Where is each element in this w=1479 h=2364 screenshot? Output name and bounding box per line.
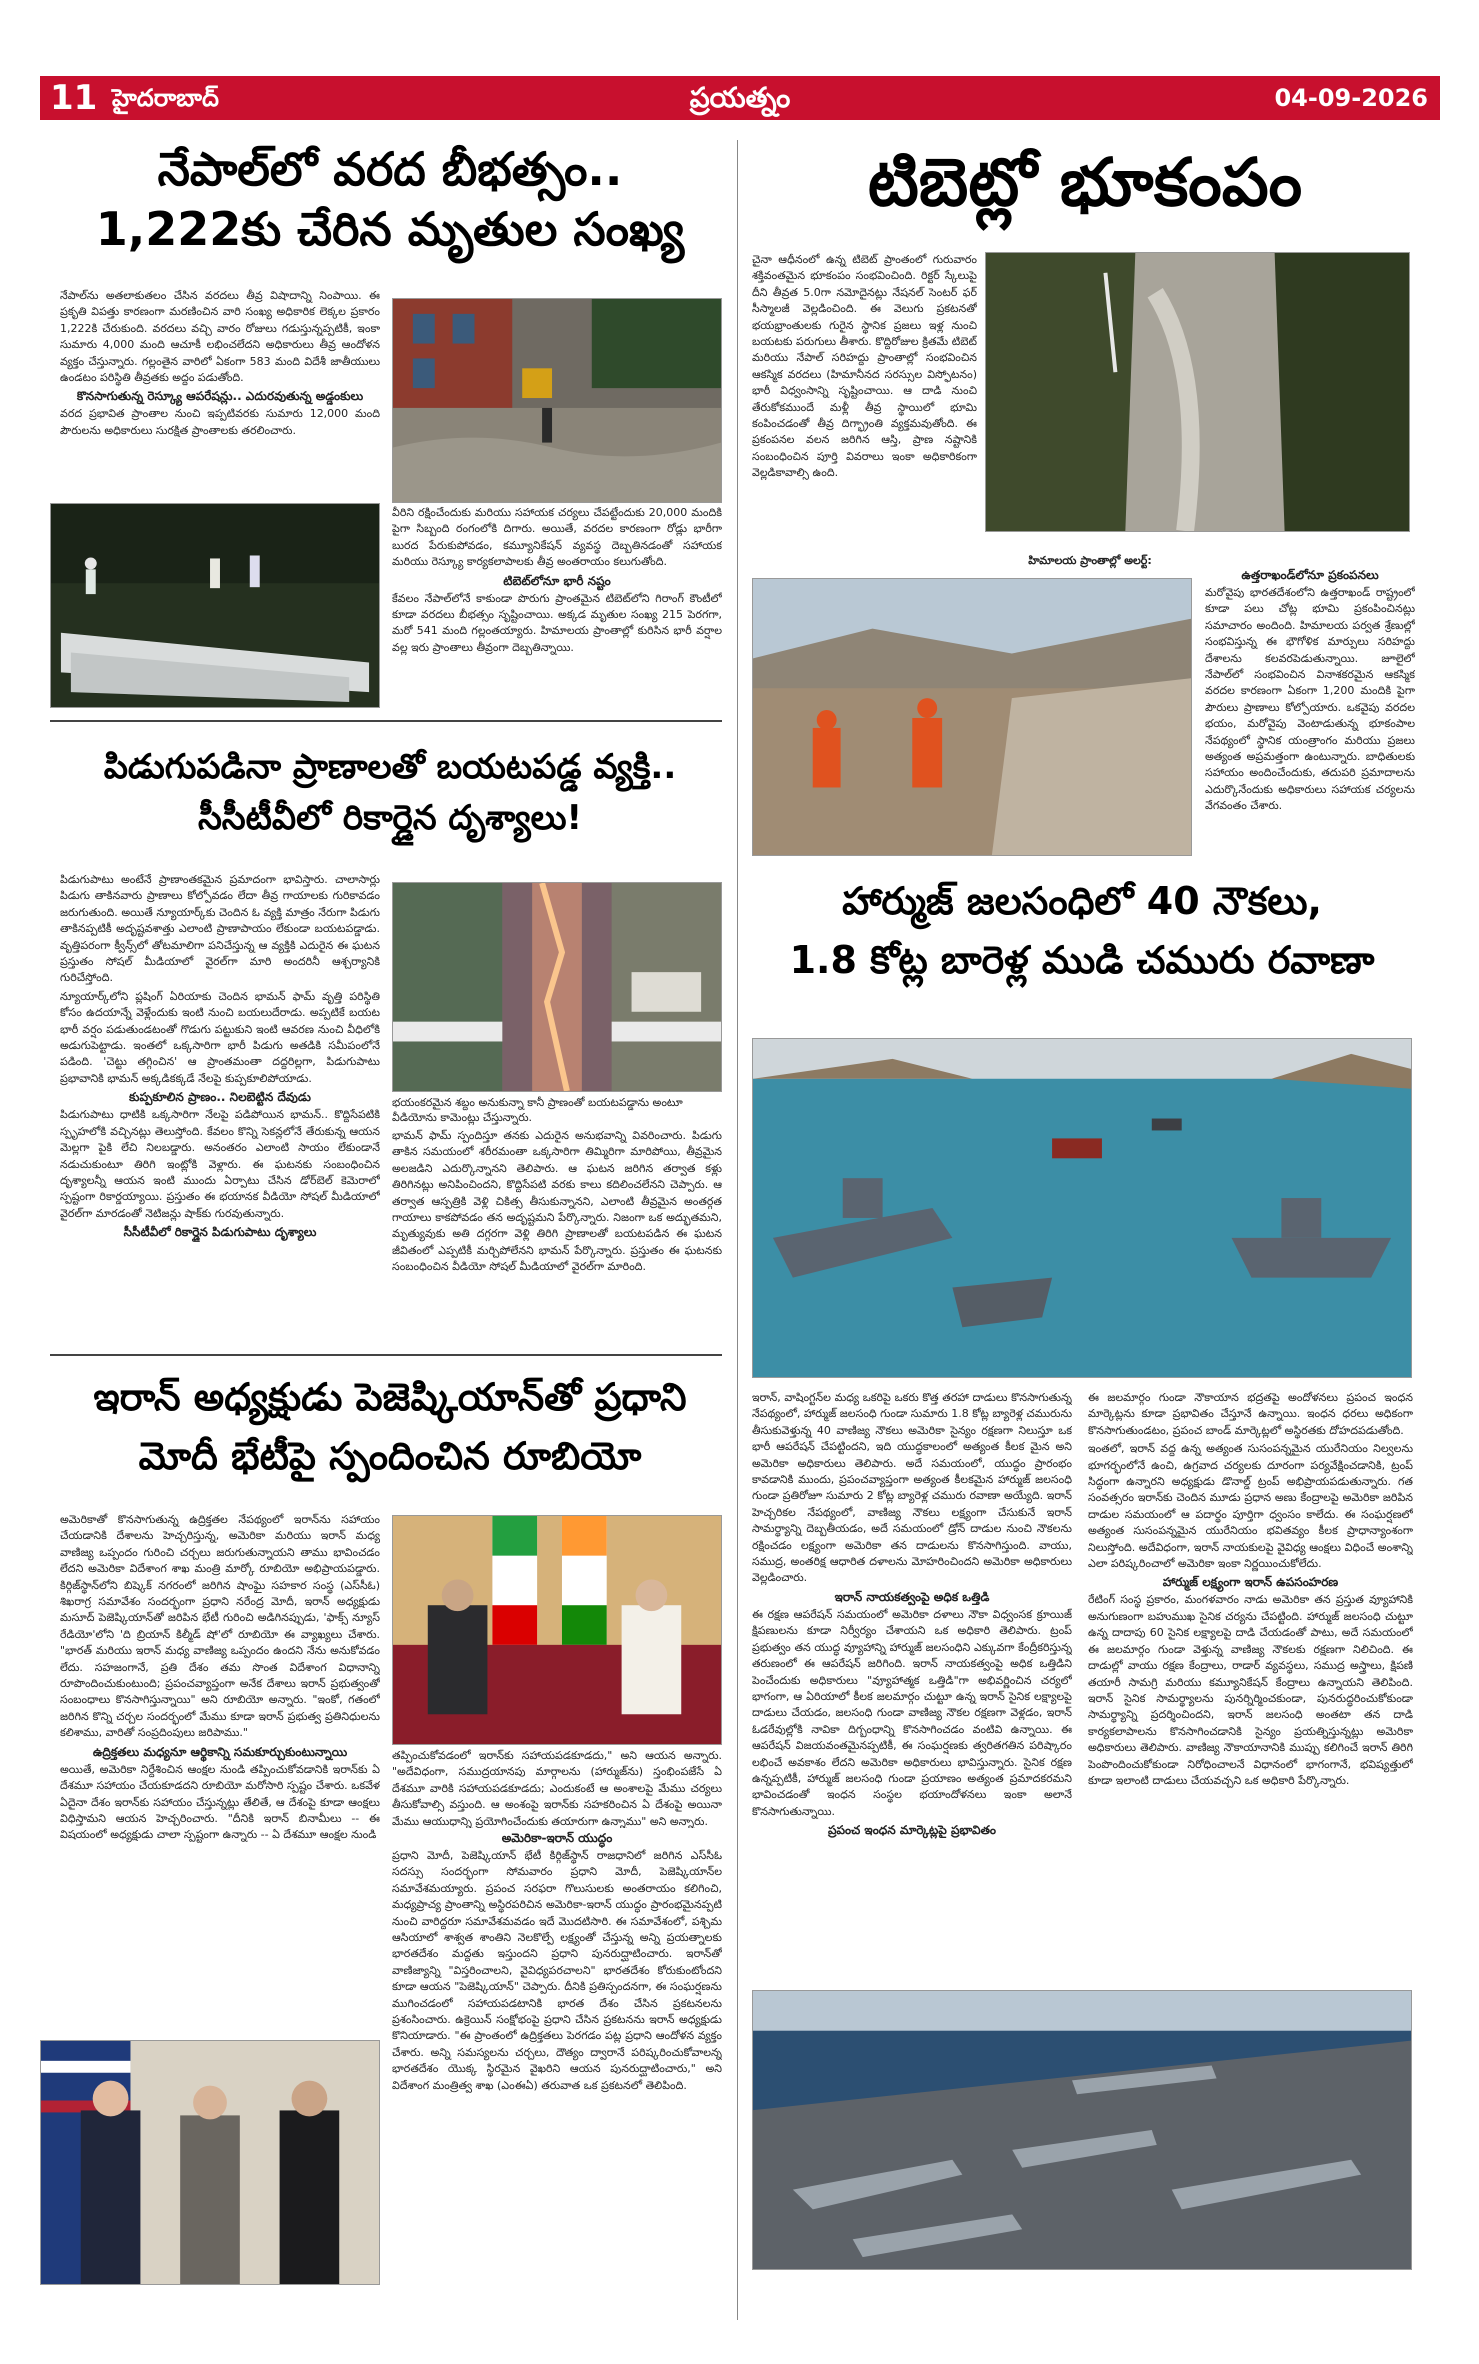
hormuz-paragraph: ఈ రక్షణ ఆపరేషన్ సమయంలో అమెరికా దళాలు నౌకా విధ్వంసక క్రూయిజ్ క్షిపణులను కూడా నిర్వీర్యం చేశాయని ఒక అధికారి తెలిపారు. ట్రంప్ ప్రభుత్వం తన యుద్ధ వ్యూహాన్ని హార్ముజ్ జలసంధిని ఎక్కువగా కేంద్రీకరిస్తున్న తరుణంలో ఈ ఆపరేషన్ జరిగింది. ఇరాన్ నాయకత్వంపై అధిక ఒత్తిడిని పెంచేందుకు అధికారులు "వ్యూహాత్మక ఒత్తిడి"గా అభివర్ణించిన చర్యలో భాగంగా, ఆ ఏరియాలో కీలక జలమార్గం చుట్టూ ఉన్న ఇరాన్ సైనిక లక్ష్యాలపై దాడులు చేయడం, జలసంధి గుండా వాణిజ్య నౌకల రక్షణగా వెళ్లడం, ఇరాన్ ఓడరేవుల్లోకి నావికా దిగ్బంధాన్ని కొనసాగించడం వంటివి ఉన్నాయి. ఈ ఆపరేషన్ విజయవంతమైనప్పటికీ, ఈ సంఘర్షణకు త్వరితగతిన పరిష్కారం లభించే అవకాశం లేదని అమెరికా అధికారులు భావిస్తున్నారు. సైనిక రక్షణ ఉన్నప్పటికీ, హార్ముజ్ జలసంధి గుండా ప్రయాణం అత్యంత ప్రమాదకరమని భావించడంతో ఇంధన సంస్థల భయాందోళనలు ఇంకా అలానే కొనసాగుతున్నాయి.: [752, 1607, 1072, 1818]
iran-headline: [60, 1368, 720, 1486]
hormuz-warships-photo: [752, 1038, 1412, 1378]
tibet-headline: టిబెట్లో భూకంపం: [867, 144, 1303, 221]
lightning-headline-line1: పిడుగుపడినా ప్రాణాలతో బయటపడ్డ వ్యక్తి..: [103, 747, 677, 787]
section-divider: [50, 1354, 722, 1356]
nepal-column-right: [392, 505, 722, 705]
iran-subhead: ఉద్రిక్తతలు మధ్యనూ ఆర్థికాన్ని సమకూర్చుకుంటున్నాయి: [92, 1744, 348, 1759]
tibet-valley-photo: [985, 252, 1410, 532]
nepal-subhead: కొనసాగుతున్న రెస్క్యూ ఆపరేషన్లు.. ఎదురవుతున్న అడ్డంకులు: [76, 389, 364, 404]
lightning-cctv-photo: [392, 882, 722, 1092]
nepal-paragraph: కేవలం నేపాల్‌లోనే కాకుండా పొరుగు ప్రాంతమైన టిబెట్‌లోని గిరాంగ్ కౌంటీలో కూడా వరదలు బీభత్సం సృష్టించాయి. అక్కడ మృతుల సంఖ్య 215 పెరగగా, మరో 541 మంది గల్లంతయ్యారు. హిమాలయ ప్రాంతాల్లో కురిసిన భారీ వర్షాల వల్ల ఇరు ప్రాంతాలు తీవ్రంగా దెబ్బతిన్నాయి.: [392, 591, 722, 654]
lightning-paragraph: భామన్ ఫామ్ స్పందిస్తూ తనకు ఎదురైన అనుభవాన్ని వివరించారు. పిడుగు తాకిన సమయంలో శరీరమంతా ఒక్కసారిగా తిమ్మిరిగా మారిపోయి, తీవ్రమైన అలజడిని ఎదుర్కొన్నానని తెలిపారు. ఆ ఘటన జరిగిన తర్వాత కళ్లు తిరిగినట్లు అనిపించిందని, కొద్దిసేపటి వరకు కాలు కదిలించలేనని చెప్పారు. ఆ తర్వాత ఆస్పత్రికి వెళ్లి చికిత్స తీసుకున్నానని, ఎలాంటి తీవ్రమైన అంతర్గత గాయాలు కాకపోవడం తన అదృష్టమని పేర్కొన్నారు. నిజంగా ఒక అద్భుతమని, మృత్యువుకు అతి దగ్గరగా వెళ్లి తిరిగి ప్రాణాలతో బయటపడిన ఈ ఘటన జీవితంలో ఎప్పటికీ మర్చిపోలేనని భామన్ పేర్కొన్నారు. ప్రస్తుతం ఈ ఘటనకు సంబంధించిన వీడియో సోషల్ మీడియాలో వైరల్‌గా మారింది.: [392, 1129, 722, 1274]
modi-pezeshkian-meeting-photo: [392, 1515, 722, 1745]
hormuz-column-left: [752, 1390, 1072, 1950]
hormuz-paragraph: ఇంతలో, ఇరాన్ వద్ద ఉన్న అత్యంత సుసంపన్నమైన యురేనియం నిల్వలను భూగర్భంలోనే ఉంచి, ఉగ్రవాద చర్యలకు దూరంగా పర్యవేక్షించడానికి, ట్రంప్ సిద్ధంగా ఉన్నారని అధ్యక్షుడు డొనాల్డ్ ట్రంప్ అభిప్రాయపడుతున్నారు. గత సంవత్సరం ఇరాన్‌కు చెందిన మూడు ప్రధాన అణు కేంద్రాలపై అమెరికా జరిపిన దాడుల సమయంలో ఆ పదార్థం పూర్తిగా ధ్వంసం కాలేదు. ఈ సంఘర్షణలో అత్యంత సుసంపన్నమైన యురేనియం భవితవ్యం కీలక ప్రాధాన్యాంశంగా నిలుస్తోంది. అదేవిధంగా, ఇరాన్ నాయకులపై వైవిధ్య ఆంక్షలు విధించే అంశాన్ని ఎలా పరిష్కరించాలో అమెరికా ఇంకా నిర్ణయించుకోలేదు.: [1088, 1442, 1413, 1571]
page-number: 11: [50, 78, 98, 118]
iran-column-left: [60, 1512, 380, 2012]
tibet-column-left: [752, 252, 977, 552]
nepal-headline: [60, 140, 720, 260]
hormuz-paragraph: రేటింగ్ సంస్థ ప్రకారం, మంగళవారం నాడు అమెరికా తన ప్రస్తుత వ్యూహానికి అనుగుణంగా బహుముఖ సైనిక చర్యను చేపట్టింది. హార్ముజ్ జలసంధి చుట్టూ ఉన్న దాదాపు 60 సైనిక లక్ష్యాలపై దాడి చేయడంతో పాటు, అదే సమయంలో ఈ జలమార్గం గుండా వెళ్తున్న వాణిజ్య నౌకలకు రక్షణగా నిలిచింది. ఈ దాడుల్లో వాయు రక్షణ కేంద్రాలు, రాడార్ వ్యవస్థలు, సముద్ర అస్త్రాలు, క్షిపణి తయారీ సామగ్రి మరియు కమ్యూనికేషన్ కేంద్రాలు ఉన్నాయని తెలిపింది. ఇరాన్ సైనిక సామర్థ్యాలను పునర్నిర్మించకుండా, పునరుద్ధరించుకోకుండా సామర్థ్యాన్ని ప్రదర్శించిందని, ఇరాన్ జలసంధి అంతటా తన దాడి కార్యకలాపాలను కొనసాగించడానికి సైన్యం ప్రయత్నిస్తున్నట్లు అమెరికా అధికారులు తెలిపారు. వాణిజ్య నౌకాయానానికి ముప్పు కలిగించే ఇరాన్ తిరిగి పెంపొందించుకోకుండా నిరోధించాలనే విధానంలో భాగంగానే, భవిష్యత్తులో కూడా ఇలాంటి దాడులు చేయవచ్చని ఒక అధికారి పేర్కొన్నారు.: [1088, 1593, 1413, 1787]
nepal-paragraph: నేపాల్‌ను అతలాకుతలం చేసిన వరదలు తీవ్ర విషాదాన్ని నింపాయి. ఈ ప్రకృతి విపత్తు కారణంగా మరణించిన వారి సంఖ్య అధికారిక లెక్కల ప్రకారం 1,222కి చేరుకుంది. వరదలు వచ్చి వారం రోజులు గడుస్తున్నప్పటికీ, ఇంకా సుమారు 4,000 మంది ఆచూకీ లభించలేదని అధికారులు తీవ్ర ఆందోళన వ్యక్తం చేస్తున్నారు. గల్లంతైన వారిలో ఏకంగా 583 మంది విదేశీ జాతీయులు ఉండటం పరిస్థితి తీవ్రతకు అద్దం పడుతోంది.: [60, 289, 380, 385]
section-divider: [50, 720, 722, 722]
lightning-column-right: [392, 1128, 722, 1340]
lightning-subhead: సీసీటీవీలో రికార్డైన పిడుగుపాటు దృశ్యాలు: [123, 1225, 317, 1240]
hormuz-column-right: [1088, 1390, 1413, 1950]
iran-headline-line1: ఇరాన్ అధ్యక్షుడు పెజెష్కియాన్‌తో ప్రధాని: [93, 1375, 687, 1419]
iran-paragraph: తప్పించుకోవడంలో ఇరాన్‌కు సహాయపడకూడదు," అని ఆయన అన్నారు. "అదేవిధంగా, సముద్రయానపు మార్గాలను (హార్ముజ్‌ను) స్తంభింపజేసే ఏ దేశమూ వారికి సహాయపడకూడదు; ఎందుకంటే ఆ అంశాలపై మేము చర్యలు తీసుకోవాల్సి వస్తుంది. ఆ అంశంపై ఇరాన్‌కు సహకరించిన ఏ దేశంపై అయినా మేము ఆయుధాన్ని ప్రయోగించేందుకు తయారుగా ఉన్నాము" అని అన్నారు.: [392, 1749, 722, 1828]
hormuz-paragraph: ఇరాన్, వాషింగ్టన్‌ల మధ్య ఒకరిపై ఒకరు కొత్త తరహా దాడులు కొనసాగుతున్న నేపథ్యంలో, హార్ముజ్ జలసంధి గుండా సుమారు 1.8 కోట్ల బ్యారెళ్ల చమురును తీసుకువెళ్తున్న 40 వాణిజ్య నౌకలు అమెరికా సైన్యం రక్షణగా నిలుస్తూ ఒక భారీ ఆపరేషన్ చేపట్టిందని, ఇది యుద్ధకాలంలో అత్యంత కీలక మైన అని అమెరికా అధికారులు తెలిపారు. అదే సమయంలో, యుద్ధం ప్రారంభం కావడానికి ముందు, ప్రపంచవ్యాప్తంగా అత్యంత కీలకమైన హార్ముజ్ జలసంధి గుండా ప్రతిరోజూ సుమారు 2 కోట్ల బ్యారెళ్ల చమురు రవాణా అయ్యేది. ఇరాన్ హెచ్చరికల నేపథ్యంలో, వాణిజ్య నౌకలు లక్ష్యంగా చేసుకునే ఇరాన్ సామర్థ్యాన్ని దెబ్బతీయడం, అదే సమయంలో డ్రోన్ దాడుల నుంచి నౌకలను రక్షించడం లక్ష్యంగా అమెరికా తన దాడులను కొనసాగిస్తుంది. వాయు, సముద్ర, అంతరిక్ష ఆధారిత దళాలను మోహరించిందని అమెరికా అధికారులు వెల్లడించారు.: [752, 1391, 1072, 1585]
iran-paragraph: అయితే, అమెరికా నిర్దేశించిన ఆంక్షల నుండి తప్పించుకోవడానికి ఇరాన్‌కు ఏ దేశమూ సహాయం చేయకూడదని రూబియో మరోసారి స్పష్టం చేశారు. ఒకవేళ ఏదైనా దేశం ఇరాన్‌కు సహాయం చేస్తున్నట్లు తేలితే, ఆ దేశంపై కూడా ఆంక్షలు విధిస్తామని ఆయన హెచ్చరించారు. "దీనికి ఇరాన్ బినామీలు -- ఈ విషయంలో అధ్యక్షుడు చాలా స్పష్టంగా ఉన్నారు -- ఏ దేశమూ ఆంక్షల నుండి: [60, 1762, 380, 1842]
city-label: హైదరాబాద్: [112, 84, 219, 112]
lightning-headline: [60, 742, 720, 844]
tibet-paragraph: మరోవైపు భారతదేశంలోని ఉత్తరాఖండ్ రాష్ట్రంలో కూడా పలు చోట్ల భూమి ప్రకంపించినట్లు సమాచారం అందింది. హిమాలయ పర్వత శ్రేణుల్లో సంభవిస్తున్న ఈ భౌగోళిక మార్పులు సరిహద్దు దేశాలను కలవరపెడుతున్నాయి. జూలైలో నేపాల్‌లో సంభవించిన వినాశకరమైన ఆకస్మిక వరదల కారణంగా ఏకంగా 1,200 మందికి పైగా పౌరులు ప్రాణాలు కోల్పోయారు. ఒకవైపు వరదల భయం, మరోవైపు వెంటాడుతున్న భూకంపాల నేపథ్యంలో స్థానిక యంత్రాంగం మరియు ప్రజలు అత్యంత అప్రమత్తంగా ఉంటున్నారు. బాధితులకు సహాయం అందించేందుకు, తదుపరి ప్రమాదాలను ఎదుర్కొనేందుకు అధికారులు సహాయక చర్యలను వేగవంతం చేశారు.: [1205, 586, 1415, 813]
nepal-paragraph: వరద ప్రభావిత ప్రాంతాల నుంచి ఇప్పటివరకు సుమారు 12,000 మంది పౌరులను అధికారులు సురక్షిత ప్రాంతాలకు తరలించారు.: [60, 407, 380, 437]
iran-subhead: అమెరికా-ఇరాన్ యుద్ధం: [501, 1831, 613, 1845]
brand-title: ప్రయత్నం: [689, 81, 791, 114]
iran-paragraph: అమెరికాతో కొనసాగుతున్న ఉద్రిక్తతల నేపథ్యంలో ఇరాన్‌ను సహాయం చేయడానికి దేశాలను హెచ్చరిస్తున్న, అమెరికా మరియు ఇరాన్ మధ్య వాణిజ్య ఒప్పందం గురించి చర్చలు జరుగుతున్నాయని తాము భావించడం లేదని అమెరికా విదేశాంగ శాఖ మంత్రి మార్కో రూబియో అభిప్రాయపడ్డారు. కిర్గిజ్‌స్థాన్‌లోని బిష్కెక్ నగరంలో జరిగిన షాంఘై సహకార సంస్థ (ఎస్‌సీఓ) శిఖరాగ్ర సమావేశం సందర్భంగా ప్రధాని నరేంద్ర మోదీ, ఇరాన్ అధ్యక్షుడు మసూద్ పెజెష్కియాన్‌తో జరిపిన భేటీ గురించి అడిగినప్పుడు, 'ఫాక్స్ న్యూస్ రేడియో'లోని 'ది బ్రియాన్ కిల్మీడ్ షో'లో రూబియో ఈ వ్యాఖ్యలు చేశారు. "భారత్ మరియు ఇరాన్ మధ్య వాణిజ్య ఒప్పందం ఉందని నేను అనుకోవడం లేదు. సహజంగానే, ప్రతి దేశం తమ సొంత విదేశాంగ విధానాన్ని రూపొందించుకుంటుంది; ప్రపంచవ్యాప్తంగా అనేక దేశాలు ఇరాన్ ప్రభుత్వంతో సంబంధాలు కొనసాగిస్తున్నాయి" అని రూబియో అన్నారు. "ఇంకో, గతంలో జరిగిన కొన్ని చర్చల సందర్భంలో మేము కూడా ఇరాన్ ప్రభుత్వ ప్రతినిధులను కలిశాము, వారితో సంప్రదింపులు జరిపాము.": [60, 1513, 380, 1740]
nepal-rescue-bodies-photo: [50, 503, 380, 708]
iran-column-right: [392, 1748, 722, 1828]
hormuz-headline: [752, 872, 1412, 990]
nepal-column-left: [60, 288, 380, 488]
lightning-paragraph: న్యూయార్క్‌లోని ప్లషింగ్ ఏరియాకు చెందిన భామన్ ఫామ్ వృత్తి పరిస్థితి కోసం ఉదయాన్నే వెళ్లేందుకు ఇంటి నుంచి బయలుదేరాడు. అప్పటికే బయట భారీ వర్షం పడుతుండటంతో గొడుగు పట్టుకుని ఇంటి ఆవరణ నుంచి వీధిలోకి అడుగుపెట్టాడు. ఇంతలో ఒక్కసారిగా భారీ పిడుగు అతడికి సమీపంలోనే పడింది. 'చెట్టు తగ్గించిన' ఆ ప్రాంతమంతా దద్దరిల్లగా, పిడుగుపాటు ప్రభావానికి భామన్ అక్కడికక్కడే నేలపై కుప్పకూలిపోయాడు.: [60, 989, 380, 1085]
tibet-column-right: [1205, 567, 1415, 857]
lightning-subhead: కుప్పకూలిన ప్రాణం.. నిలబెట్టిన దేవుడు: [129, 1090, 311, 1105]
rubio-modi-pezeshkian-photo: [40, 2040, 380, 2285]
lightning-photo-caption: భయంకరమైన శబ్దం అనుకున్నా కానీ ప్రాణంతో బయటపడ్డాను అంటూ వీడియోను కామెంట్లు చేస్తున్నారు.: [392, 1096, 683, 1124]
hormuz-subhead: ప్రపంచ ఇంధన మార్కెట్లపై ప్రభావితం: [827, 1823, 996, 1838]
column-divider: [737, 140, 738, 2320]
iran-column-right-lower: [392, 1830, 722, 2280]
iran-paragraph: ప్రధాని మోదీ, పెజెష్కియాన్ భేటీ కిర్గిజ్‌స్థాన్ రాజధానిలో జరిగిన ఎస్‌సీఓ సదస్సు సందర్భంగా సోమవారం ప్రధాని మోదీ, పెజెష్కియాన్‌ల సమావేశమయ్యారు. ప్రపంచ సరఫరా గొలుసులకు అంతరాయం కలిగించి, మధ్యప్రాచ్య ప్రాంతాన్ని అస్థిరపరిచిన అమెరికా-ఇరాన్ యుద్ధం ప్రారంభమైనప్పటి నుంచి వారిద్దరూ సమావేశమవడం ఇదే మొదటిసారి. ఈ సమావేశంలో, పశ్చిమ ఆసియాలో శాశ్వత శాంతిని నెలకొల్పే లక్ష్యంతో చేస్తున్న అన్ని ప్రయత్నాలకు భారతదేశం మద్దతు ఇస్తుందని ప్రధాని పునరుద్ఘాటించారు. ఇరాన్‌తో వాణిజ్యాన్ని "విస్తరించాలని, వైవిధ్యపరచాలని" భారతదేశం కోరుకుంటోందని కూడా ఆయన "పెజెష్కియాన్" చెప్పారు. దీనికి ప్రతిస్పందనగా, ఈ సంఘర్షణను ముగించడంలో సహాయపడటానికి భారత దేశం చేసిన ప్రకటనలను ప్రశంసించారు. ఉక్రెయిన్ సంక్షోభంపై ప్రధాని చేసిన ప్రకటనను ఇరాన్ అధ్యక్షుడు కొనియాడారు. "ఈ ప్రాంతంలో ఉద్రిక్తతలు పెరగడం పట్ల ప్రధాని ఆందోళన వ్యక్తం చేశారు. అన్ని సమస్యలను చర్చలు, దౌత్యం ద్వారానే పరిష్కరించుకోవాలన్న భారతదేశం యొక్క స్థిరమైన వైఖరిని ఆయన పునరుద్ఘాటించారు," అని విదేశాంగ మంత్రిత్వ శాఖ (ఎంఈఏ) తరువాత ఒక ప్రకటనలో తెలిపింది.: [392, 1849, 722, 2092]
nepal-headline-line2: 1,222కు చేరిన మృతుల సంఖ్య: [95, 201, 685, 256]
nepal-paragraph: వీరిని రక్షించేందుకు మరియు సహాయక చర్యలు చేపట్టేందుకు 20,000 మందికి పైగా సిబ్బంది రంగంలోకి దిగారు. అయితే, వరదల కారణంగా రోడ్లు భారీగా బురద పేరుకుపోవడం, కమ్యూనికేషన్ వ్యవస్థ దెబ్బతినడంతో సహాయక మరియు రెస్క్యూ కార్యకలాపాలకు తీవ్ర అంతరాయం కలుగుతోంది.: [392, 506, 722, 569]
hormuz-paragraph: ఈ జలమార్గం గుండా నౌకాయాన భద్రతపై అందోళనలు ప్రపంచ ఇంధన మార్కెట్లను కూడా ప్రభావితం చేస్తూనే ఉన్నాయి. ఇంధన ధరలు అధికంగా కొనసాగుతుండటం, ప్రపంచ బాండ్ మార్కెట్లలో అస్థిరతకు దోహదపడుతోంది.: [1088, 1391, 1413, 1437]
hormuz-subhead: హార్ముజ్ లక్ష్యంగా ఇరాన్ ఉపసంహరణ: [1162, 1575, 1339, 1590]
tibet-paragraph: చైనా ఆధీనంలో ఉన్న టిబెట్ ప్రాంతంలో గురువారం శక్తివంతమైన భూకంపం సంభవించింది. రిక్టర్ స్కేలుపై దీని తీవ్రత 5.0గా నమోదైనట్లు నేషనల్ సెంటర్ ఫర్ సీస్మాలజీ వెల్లడించింది. ఈ వెలుగు ప్రకటనతో భయభ్రాంతులకు గురైన స్థానిక ప్రజలు ఇళ్ల నుంచి బయటకు పరుగులు తీశారు. కొద్దిరోజుల క్రితమే టిబెట్ మరియు నేపాల్ సరిహద్దు ప్రాంతాల్లో సంభవించిన ఆకస్మిక వరదలు (హిమానీనద సరస్సుల విస్ఫోటనం) భారీ విధ్వంసాన్ని సృష్టించాయి. ఆ దాడి నుంచి తేరుకోకముందే మళ్లీ తీవ్ర స్థాయిలో భూమి కంపించడంతో తీవ్ర దిగ్భ్రాంతి వ్యక్తమవుతోంది. ఈ ప్రకంపనల వలన జరిగిన ఆస్తి, ప్రాణ నష్టానికి సంబంధించిన పూర్తి వివరాలు ఇంకా అధికారికంగా వెల్లడికావాల్సి ఉంది.: [752, 253, 977, 480]
lightning-paragraph: పిడుగుపాటు అంటేనే ప్రాణాంతకమైన ప్రమాదంగా భావిస్తారు. చాలాసార్లు పిడుగు తాకినవారు ప్రాణాలు కోల్పోవడం లేదా తీవ్ర గాయాలకు గురికావడం జరుగుతుంది. అయితే న్యూయార్క్‌కు చెందిన ఓ వ్యక్తి మాత్రం నేరుగా పిడుగు తాకినప్పటికీ అదృష్టవశాత్తు ఎలాంటి ప్రాణాపాయం లేకుండా బయటపడ్డాడు. వృత్తిపరంగా క్వీన్స్‌లో తోటమాలిగా పనిచేస్తున్న ఆ వ్యక్తికి ఎదురైన ఈ ఘటన ప్రస్తుతం సోషల్ మీడియాలో వైరల్‌గా మారి అందరినీ ఆశ్చర్యానికి గురిచేస్తోంది.: [60, 873, 380, 985]
hormuz-headline-line2: 1.8 కోట్ల బారెళ్ల ముడి చమురు రవాణా: [789, 937, 1375, 982]
tibet-photo-caption: హిమాలయ ప్రాంతాల్లో అలర్ట్:: [1028, 554, 1152, 567]
tibet-subhead: ఉత్తరాఖండ్‌లోనూ ప్రకంపనలు: [1241, 568, 1379, 582]
lightning-headline-line2: సీసీటీవీలో రికార్డైన దృశ్యాలు!: [197, 798, 583, 838]
iran-headline-line2: మోదీ భేటీపై స్పందించిన రూబియో: [138, 1433, 642, 1478]
nepal-flood-street-photo: [392, 298, 722, 503]
lightning-paragraph: పిడుగుపాటు ధాటికి ఒక్కసారిగా నేలపై పడిపోయిన భామన్.. కొద్దిసేపటికి స్పృహలోకి వచ్చినట్లు తెలుస్తోంది. కేవలం కొన్ని సెకన్లలోనే తేరుకున్న ఆయన మెల్లగా పైకి లేచి నిలబడ్డారు. అనంతరం ఎలాంటి సాయం లేకుండానే నడుచుకుంటూ తిరిగి ఇంట్లోకి వెళ్లారు. ఈ ఘటనకు సంబంధించిన దృశ్యాలన్నీ ఆయన ఇంటి ముందు ఏర్పాటు చేసిన డోర్‌బెల్ కెమెరాలో స్పష్టంగా రికార్డయ్యాయి. ప్రస్తుతం ఈ భయానక వీడియో సోషల్ మీడియాలో వైరల్‌గా మారడంతో నెటిజన్లు షాక్‌కు గురవుతున్నారు.: [60, 1108, 380, 1220]
lightning-column-left: [60, 872, 380, 1342]
hormuz-aircraft-carrier-photo: [752, 1990, 1412, 2270]
issue-date: 04-09-2026: [1274, 84, 1428, 112]
nepal-subhead: టిబెట్‌లోనూ భారీ నష్టం: [503, 573, 611, 588]
masthead: [40, 76, 1440, 120]
nepal-headline-line1: నేపాల్‌లో వరద బీభత్సం..: [157, 142, 623, 196]
hormuz-headline-line1: హార్ముజ్ జలసంధిలో 40 నౌకలు,: [842, 879, 1322, 923]
tibet-rescue-workers-photo: [752, 578, 1192, 856]
hormuz-subhead: ఇరాన్ నాయకత్వంపై అధిక ఒత్తిడి: [834, 1589, 990, 1604]
